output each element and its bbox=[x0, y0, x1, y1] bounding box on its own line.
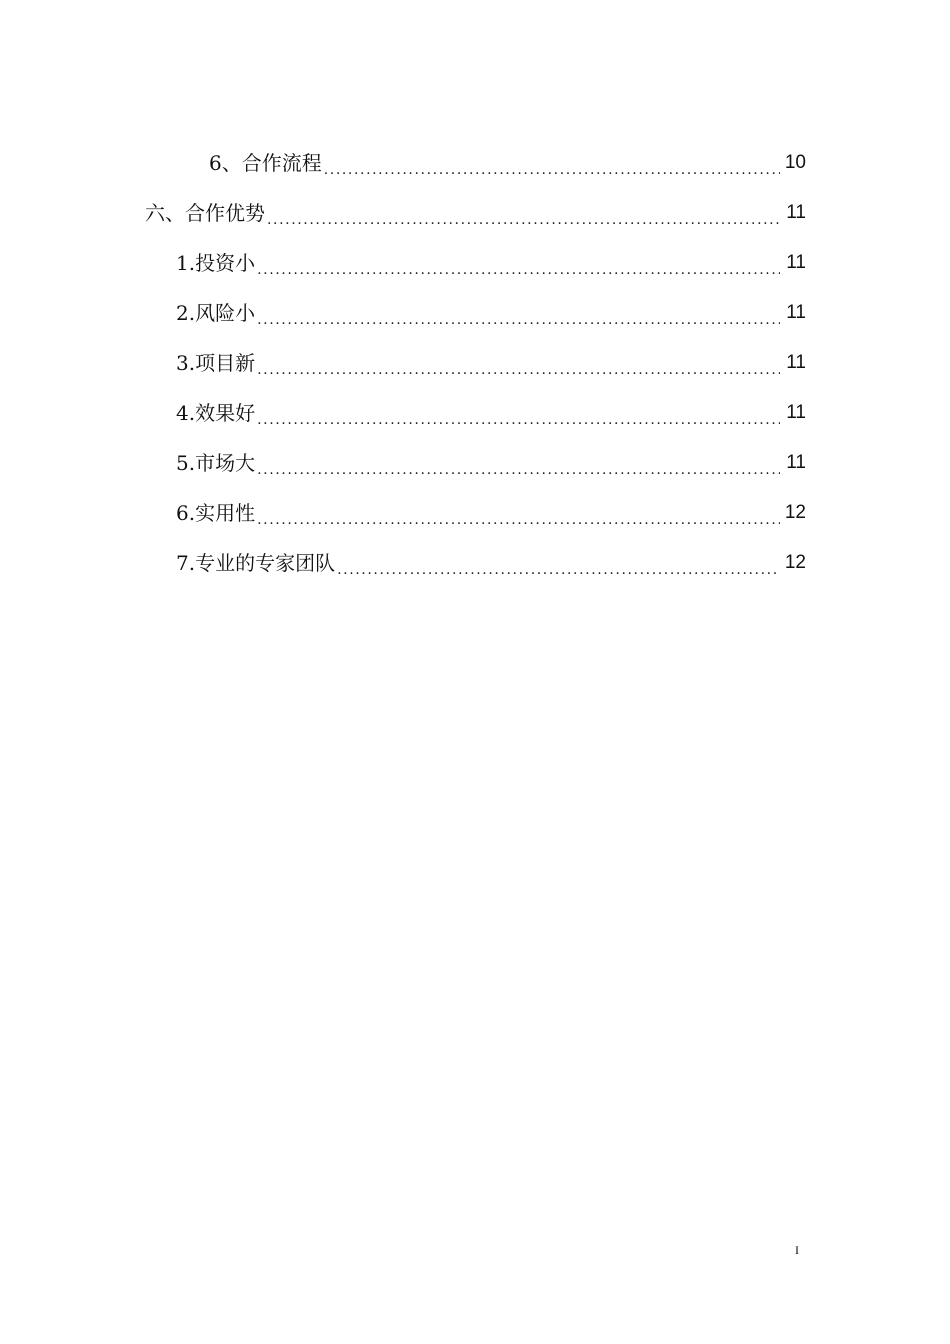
toc-entry[interactable] bbox=[0, 532, 950, 582]
table-of-contents bbox=[0, 132, 950, 582]
toc-entry[interactable] bbox=[0, 432, 950, 482]
toc-entry-page: 12 bbox=[784, 502, 806, 523]
toc-dot-leader bbox=[267, 194, 780, 232]
toc-dot-leader bbox=[337, 544, 780, 582]
toc-entry[interactable] bbox=[0, 232, 950, 282]
toc-entry[interactable] bbox=[0, 482, 950, 532]
toc-entry-page: 11 bbox=[786, 452, 806, 473]
toc-entry[interactable] bbox=[0, 332, 950, 382]
toc-entry-page: 11 bbox=[786, 302, 806, 323]
toc-dot-leader bbox=[257, 444, 780, 482]
toc-entry-page: 12 bbox=[784, 552, 806, 573]
footer-page-number: I bbox=[795, 1243, 799, 1257]
toc-entry-title: 5.市场大 bbox=[176, 451, 256, 475]
toc-entry-title: 六、合作优势 bbox=[145, 201, 265, 225]
toc-entry-title: 7.专业的专家团队 bbox=[176, 551, 336, 575]
toc-entry-title: 6、合作流程 bbox=[209, 151, 322, 175]
toc-entry-title: 4.效果好 bbox=[176, 401, 256, 425]
toc-entry-title: 3.项目新 bbox=[176, 351, 256, 375]
toc-entry[interactable] bbox=[0, 132, 950, 182]
toc-entry-title: 6.实用性 bbox=[176, 501, 256, 525]
toc-entry[interactable] bbox=[0, 382, 950, 432]
toc-entry-page: 10 bbox=[784, 152, 806, 173]
toc-entry-page: 11 bbox=[786, 202, 806, 223]
toc-dot-leader bbox=[257, 294, 780, 332]
toc-entry-page: 11 bbox=[786, 352, 806, 373]
toc-dot-leader bbox=[257, 394, 780, 432]
toc-entry-title: 1.投资小 bbox=[176, 251, 256, 275]
toc-dot-leader bbox=[257, 494, 780, 532]
toc-entry-page: 11 bbox=[786, 402, 806, 423]
toc-dot-leader bbox=[324, 144, 780, 182]
toc-dot-leader bbox=[257, 244, 780, 282]
toc-entry-page: 11 bbox=[786, 252, 806, 273]
toc-entry[interactable] bbox=[0, 282, 950, 332]
toc-entry[interactable] bbox=[0, 182, 950, 232]
toc-entry-title: 2.风险小 bbox=[176, 301, 256, 325]
toc-dot-leader bbox=[257, 344, 780, 382]
